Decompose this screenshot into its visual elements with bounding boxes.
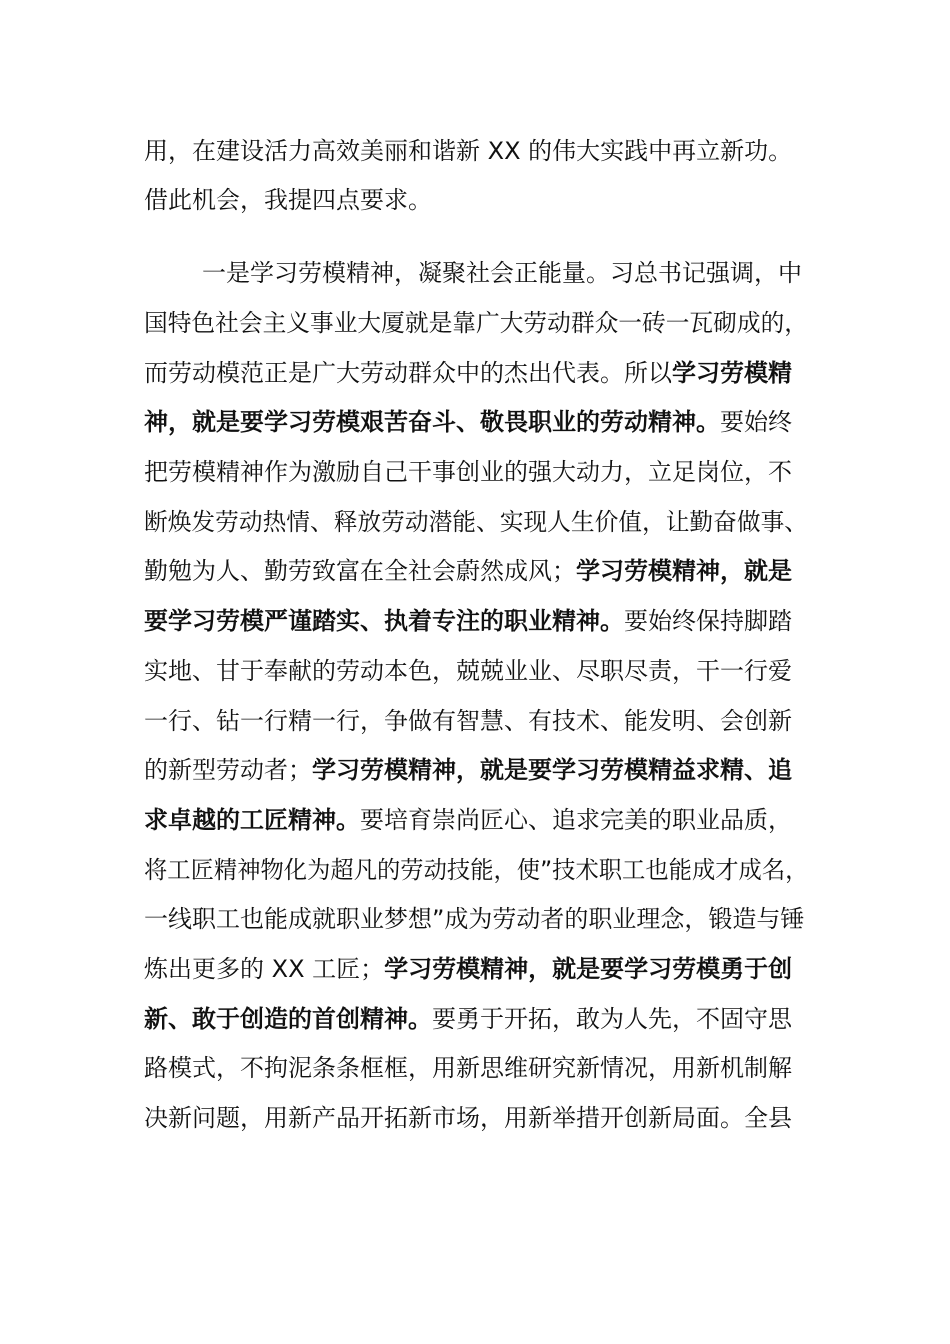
text-line [144, 1103, 792, 1133]
text-segment: 要培育崇尚匠心、追求完美的职业品质， [360, 806, 792, 834]
text-segment: 决新问题，用新产品开拓新市场，用新举措开创新局面。全县 [144, 1104, 792, 1132]
text-line [144, 358, 792, 388]
text-line [144, 1004, 792, 1034]
text-line [144, 556, 792, 586]
text-line [144, 258, 802, 288]
text-segment: 要始终 [720, 408, 792, 436]
text-segment: 一线职工也能成就职业梦想”成为劳动者的职业理念，锻造与锤 [144, 905, 805, 933]
bold-text-segment: 学习劳模精神，就是要学习劳模勇于创 [384, 955, 793, 983]
text-segment: 国特色社会主义事业大厦就是靠广大劳动群众一砖一瓦砌成的， [144, 309, 809, 337]
text-segment: 用，在建设活力高效美丽和谐新 XX 的伟大实践中再立新功。 [144, 137, 793, 165]
bold-text-segment: 神，就是要学习劳模艰苦奋斗、敬畏职业的劳动精神。 [144, 408, 720, 436]
text-segment: 一是学习劳模精神，凝聚社会正能量。习总书记强调，中 [202, 259, 802, 287]
bold-text-segment: 学习劳模精神，就是 [576, 557, 792, 585]
text-segment: 炼出更多的 XX 工匠； [144, 955, 385, 983]
text-line [144, 904, 804, 934]
text-segment: 而劳动模范正是广大劳动群众中的杰出代表。所以 [144, 359, 672, 387]
text-line [144, 706, 792, 736]
text-segment: 实地、甘于奉献的劳动本色，兢兢业业、尽职尽责，干一行爱 [144, 657, 792, 685]
text-segment: 路模式，不拘泥条条框框，用新思维研究新情况，用新机制解 [144, 1054, 792, 1082]
text-line [144, 805, 792, 835]
text-segment: 勤勉为人、勤劳致富在全社会蔚然成风； [144, 557, 576, 585]
bold-text-segment: 学习劳模精 [672, 359, 792, 387]
bold-text-segment: 新、敢于创造的首创精神。 [144, 1005, 432, 1033]
bold-text-segment: 求卓越的工匠精神。 [144, 806, 360, 834]
text-line [144, 755, 792, 785]
text-line [144, 507, 808, 537]
text-segment: 要始终保持脚踏 [624, 607, 792, 635]
text-segment: 借此机会，我提四点要求。 [144, 186, 432, 214]
text-line [144, 606, 792, 636]
text-segment: 的新型劳动者； [144, 756, 312, 784]
text-segment: 断焕发劳动热情、释放劳动潜能、实现人生价值，让勤奋做事、 [144, 508, 809, 536]
text-segment: 将工匠精神物化为超凡的劳动技能，使”技术职工也能成才成名， [144, 856, 809, 884]
text-line [144, 457, 792, 487]
text-line [144, 954, 792, 984]
text-line [144, 656, 792, 686]
text-segment: 要勇于开拓，敢为人先，不固守思 [432, 1005, 792, 1033]
text-line [144, 855, 808, 885]
bold-text-segment: 要学习劳模严谨踏实、执着专注的职业精神。 [144, 607, 624, 635]
text-segment: 把劳模精神作为激励自己干事创业的强大动力，立足岗位，不 [144, 458, 792, 486]
bold-text-segment: 学习劳模精神，就是要学习劳模精益求精、追 [312, 756, 792, 784]
text-line [144, 407, 792, 437]
text-line [144, 136, 792, 166]
text-line [144, 308, 808, 338]
text-segment: 一行、钻一行精一行，争做有智慧、有技术、能发明、会创新 [144, 707, 792, 735]
text-line [144, 1053, 792, 1083]
text-line [144, 185, 432, 215]
